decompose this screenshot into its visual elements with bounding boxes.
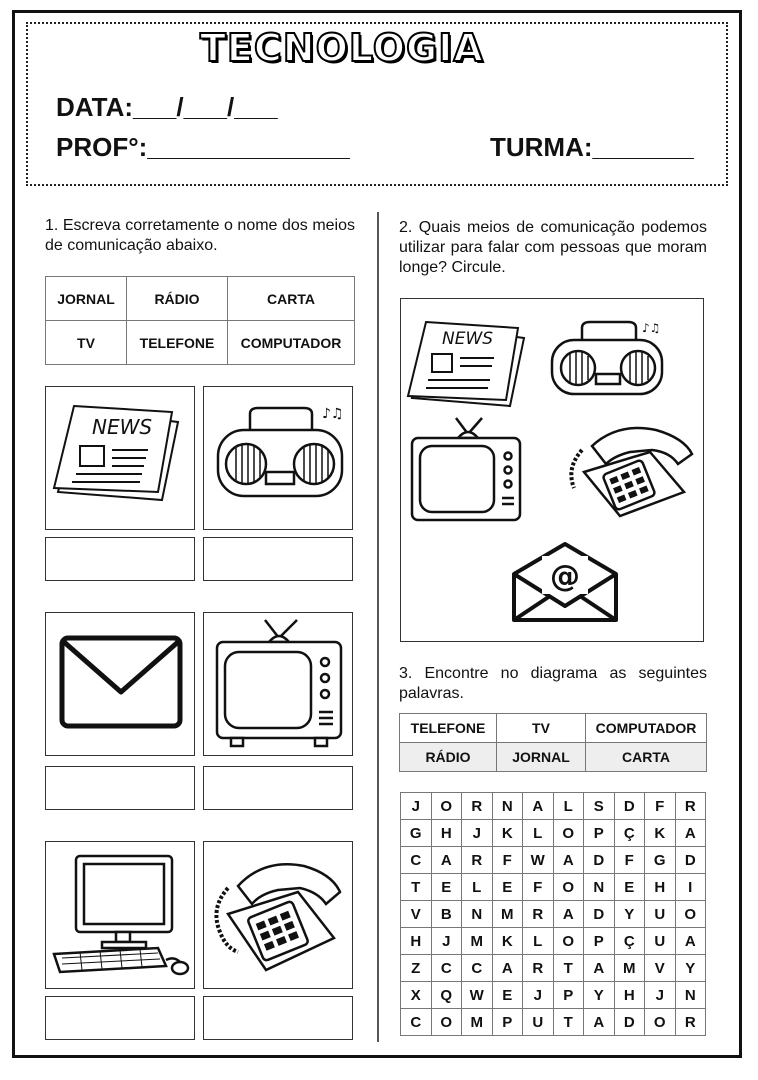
answer-box[interactable] — [45, 537, 195, 581]
word-search-grid[interactable] — [400, 792, 706, 1036]
newspaper-icon[interactable] — [406, 318, 530, 408]
grid-row — [401, 820, 706, 847]
grid-letter[interactable]: J — [401, 793, 432, 820]
grid-letter[interactable]: J — [431, 928, 462, 955]
column-divider — [377, 212, 379, 1042]
grid-letter[interactable]: H — [645, 874, 676, 901]
grid-letter[interactable]: L — [523, 820, 554, 847]
grid-letter[interactable]: L — [523, 928, 554, 955]
grid-letter[interactable]: M — [462, 1009, 493, 1036]
at-symbol: @ — [550, 559, 580, 594]
grid-letter[interactable]: A — [492, 955, 523, 982]
word-cell: JORNAL — [46, 277, 127, 321]
grid-letter[interactable]: Q — [431, 982, 462, 1009]
grid-letter[interactable]: T — [553, 955, 584, 982]
grid-letter[interactable]: O — [431, 1009, 462, 1036]
grid-letter[interactable]: D — [675, 847, 706, 874]
grid-letter[interactable]: A — [584, 1009, 615, 1036]
grid-letter[interactable]: N — [492, 793, 523, 820]
grid-letter[interactable]: T — [553, 1009, 584, 1036]
grid-letter[interactable]: M — [492, 901, 523, 928]
computer-icon — [50, 852, 190, 980]
svg-text:♪♫: ♪♫ — [642, 321, 661, 335]
grid-letter[interactable]: H — [614, 982, 645, 1009]
grid-row — [401, 901, 706, 928]
grid-letter[interactable]: E — [492, 874, 523, 901]
grid-letter[interactable]: C — [431, 955, 462, 982]
grid-letter[interactable]: R — [523, 955, 554, 982]
grid-letter[interactable]: P — [584, 928, 615, 955]
grid-letter[interactable]: D — [614, 1009, 645, 1036]
grid-letter[interactable]: D — [584, 847, 615, 874]
radio-icon[interactable] — [548, 318, 668, 396]
grid-letter[interactable]: O — [431, 793, 462, 820]
telephone-icon — [208, 852, 348, 980]
grid-letter[interactable]: G — [645, 847, 676, 874]
word-cell: TELEFONE — [400, 714, 497, 743]
teacher-field: PROF°:______________ — [56, 132, 350, 162]
grid-letter[interactable]: K — [492, 928, 523, 955]
word-cell: CARTA — [586, 743, 707, 772]
grid-row — [401, 1009, 706, 1036]
q1-word-bank — [45, 276, 355, 365]
grid-letter[interactable]: A — [675, 820, 706, 847]
question-3-text: 3. Encontre no diagrama as seguintes palavras. — [399, 665, 707, 702]
grid-row — [401, 982, 706, 1009]
email-icon[interactable] — [510, 540, 620, 626]
grid-letter[interactable]: F — [492, 847, 523, 874]
grid-letter[interactable]: P — [584, 820, 615, 847]
grid-letter[interactable]: D — [584, 901, 615, 928]
grid-letter[interactable]: O — [553, 820, 584, 847]
grid-letter[interactable]: D — [614, 793, 645, 820]
grid-letter[interactable]: A — [431, 847, 462, 874]
grid-letter[interactable]: J — [645, 982, 676, 1009]
grid-letter[interactable]: N — [584, 874, 615, 901]
grid-letter[interactable]: A — [553, 847, 584, 874]
grid-letter[interactable]: Y — [584, 982, 615, 1009]
word-cell: RÁDIO — [127, 277, 228, 321]
answer-box[interactable] — [203, 766, 353, 810]
grid-letter[interactable]: R — [675, 793, 706, 820]
grid-letter[interactable]: J — [523, 982, 554, 1009]
grid-letter[interactable]: A — [523, 793, 554, 820]
class-field: TURMA:_______ — [490, 132, 694, 162]
grid-row — [401, 955, 706, 982]
grid-letter[interactable]: Z — [401, 955, 432, 982]
question-2-text: 2. Quais meios de comunicação podemos utilizar para falar com pessoas que moram longe? Circule. — [399, 219, 707, 276]
grid-letter[interactable]: F — [645, 793, 676, 820]
grid-letter[interactable]: E — [492, 982, 523, 1009]
grid-letter[interactable]: K — [492, 820, 523, 847]
grid-letter[interactable]: F — [523, 874, 554, 901]
grid-letter[interactable]: V — [645, 955, 676, 982]
word-cell: COMPUTADOR — [228, 321, 355, 365]
grid-letter[interactable]: S — [584, 793, 615, 820]
grid-letter[interactable]: E — [431, 874, 462, 901]
grid-letter[interactable]: M — [614, 955, 645, 982]
grid-letter[interactable]: R — [523, 901, 554, 928]
grid-letter[interactable]: U — [645, 928, 676, 955]
grid-letter[interactable]: L — [553, 793, 584, 820]
grid-letter[interactable]: A — [675, 928, 706, 955]
grid-letter[interactable]: E — [614, 874, 645, 901]
word-cell: TV — [46, 321, 127, 365]
grid-letter[interactable]: B — [431, 901, 462, 928]
grid-letter[interactable]: W — [462, 982, 493, 1009]
svg-text:♪♫: ♪♫ — [322, 406, 344, 422]
grid-letter[interactable]: R — [675, 1009, 706, 1036]
word-cell: TELEFONE — [127, 321, 228, 365]
grid-letter[interactable]: T — [401, 874, 432, 901]
date-field: DATA:___/___/___ — [56, 92, 278, 122]
news-label: NEWS — [442, 329, 494, 349]
grid-letter[interactable]: G — [401, 820, 432, 847]
radio-icon — [210, 400, 350, 510]
grid-letter[interactable]: Y — [614, 901, 645, 928]
word-cell: TV — [497, 714, 586, 743]
grid-letter[interactable]: C — [462, 955, 493, 982]
grid-letter[interactable]: W — [523, 847, 554, 874]
grid-row — [401, 847, 706, 874]
question-1-text: 1. Escreva corretamente o nome dos meios de comunicação abaixo. — [45, 217, 355, 254]
grid-letter[interactable]: U — [645, 901, 676, 928]
grid-letter[interactable]: N — [462, 901, 493, 928]
news-label: NEWS — [92, 415, 153, 439]
grid-letter[interactable]: C — [401, 1009, 432, 1036]
grid-letter[interactable]: J — [462, 820, 493, 847]
grid-letter[interactable]: R — [462, 847, 493, 874]
word-cell: CARTA — [228, 277, 355, 321]
grid-letter[interactable]: U — [523, 1009, 554, 1036]
tv-icon[interactable] — [410, 416, 524, 526]
page-title: TECNOLOGIA — [200, 26, 484, 70]
grid-letter[interactable]: M — [462, 928, 493, 955]
grid-letter[interactable]: H — [401, 928, 432, 955]
telephone-icon[interactable] — [566, 420, 698, 518]
answer-box[interactable] — [45, 996, 195, 1040]
grid-letter[interactable]: A — [553, 901, 584, 928]
grid-letter[interactable]: O — [645, 1009, 676, 1036]
grid-row — [401, 928, 706, 955]
word-cell: JORNAL — [497, 743, 586, 772]
answer-box[interactable] — [203, 996, 353, 1040]
word-cell: COMPUTADOR — [586, 714, 707, 743]
grid-letter[interactable]: F — [614, 847, 645, 874]
newspaper-icon — [50, 400, 190, 510]
grid-letter[interactable]: R — [462, 793, 493, 820]
grid-letter[interactable]: P — [492, 1009, 523, 1036]
grid-letter[interactable]: Y — [675, 955, 706, 982]
word-cell: RÁDIO — [400, 743, 497, 772]
grid-letter[interactable]: O — [553, 928, 584, 955]
grid-letter[interactable]: I — [675, 874, 706, 901]
tv-icon — [213, 618, 345, 752]
grid-letter[interactable]: K — [645, 820, 676, 847]
grid-letter[interactable]: L — [462, 874, 493, 901]
grid-letter[interactable]: X — [401, 982, 432, 1009]
grid-letter[interactable]: H — [431, 820, 462, 847]
grid-letter[interactable]: Ç — [614, 820, 645, 847]
grid-row — [401, 793, 706, 820]
answer-box[interactable] — [45, 766, 195, 810]
envelope-icon — [58, 632, 184, 732]
grid-letter[interactable]: P — [553, 982, 584, 1009]
grid-letter[interactable]: N — [675, 982, 706, 1009]
grid-letter[interactable]: V — [401, 901, 432, 928]
grid-letter[interactable]: A — [584, 955, 615, 982]
grid-row — [401, 874, 706, 901]
answer-box[interactable] — [203, 537, 353, 581]
grid-letter[interactable]: C — [401, 847, 432, 874]
grid-letter[interactable]: Ç — [614, 928, 645, 955]
grid-letter[interactable]: O — [553, 874, 584, 901]
q3-word-bank — [399, 713, 707, 772]
grid-letter[interactable]: O — [675, 901, 706, 928]
